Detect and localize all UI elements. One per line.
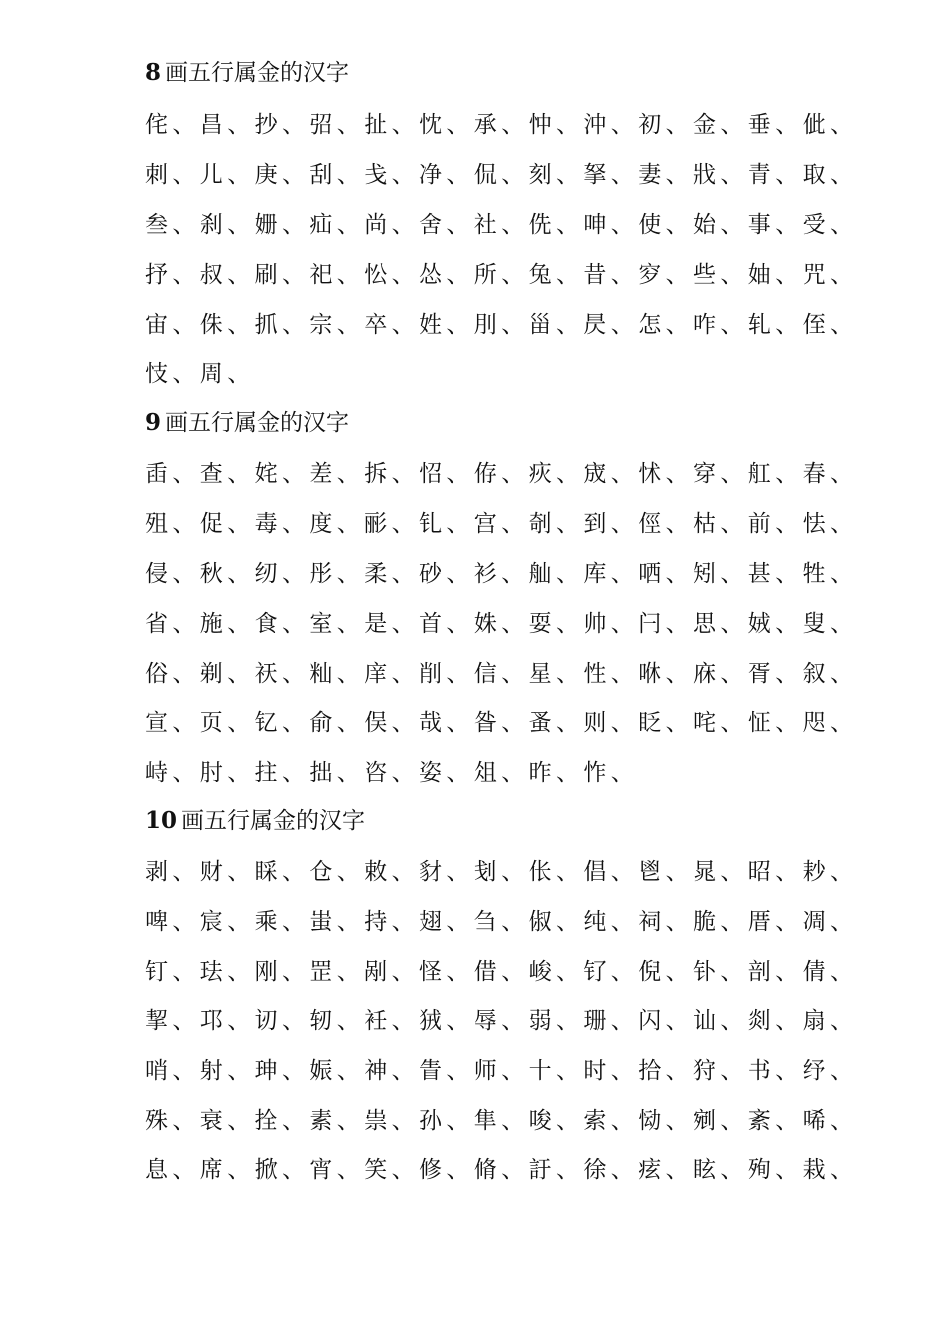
section-heading-9 xyxy=(145,408,349,438)
char-line: 叁、刹、姗、疝、尚、舍、社、侁、呻、使、始、事、受、 xyxy=(145,212,858,238)
section-heading-8 xyxy=(145,58,349,88)
char-line: 殊、衰、拴、素、祟、孙、隼、唆、索、恸、剜、紊、唏、 xyxy=(145,1108,858,1134)
char-line: 俗、剃、祆、籼、庠、削、信、星、性、咻、庥、胥、叙、 xyxy=(145,661,858,687)
char-line: 钉、珐、刚、罡、剐、怪、借、峻、钌、倪、钋、剖、倩、 xyxy=(145,959,858,985)
heading-title: 画五行属金的汉字 xyxy=(165,60,350,86)
section-heading-10 xyxy=(145,806,365,836)
char-line: 哨、射、珅、娠、神、眚、师、十、时、拾、狩、书、纾、 xyxy=(145,1058,858,1084)
char-line: 宙、侏、抓、宗、卒、姓、刖、甾、昃、怎、咋、轧、侄、 xyxy=(145,312,858,338)
char-line: 剥、财、睬、仓、敕、豺、刬、伥、倡、鬯、晁、昭、耖、 xyxy=(145,859,858,885)
char-line: 峙、肘、拄、拙、咨、姿、俎、昨、怍、 xyxy=(145,760,639,786)
char-line: 挈、邛、讱、轫、衽、狨、辱、弱、珊、闪、讪、剡、扇、 xyxy=(145,1008,858,1034)
stroke-count: 8 xyxy=(145,59,162,86)
heading-title: 画五行属金的汉字 xyxy=(181,808,366,834)
char-line: 宣、页、钇、俞、俣、哉、昝、蚤、则、眨、咤、怔、咫、 xyxy=(145,710,858,736)
char-line: 侵、秋、纫、彤、柔、砂、衫、舢、库、哂、矧、甚、牲、 xyxy=(145,561,858,587)
char-line: 侘、昌、抄、弨、扯、忱、承、忡、沖、初、金、垂、佌、 xyxy=(145,112,858,138)
char-line: 刺、儿、庚、刮、戋、净、侃、刻、拏、妻、戕、青、取、 xyxy=(145,162,858,188)
heading-title: 画五行属金的汉字 xyxy=(165,410,350,436)
stroke-count: 10 xyxy=(145,807,178,834)
stroke-count: 9 xyxy=(145,409,162,436)
char-line: 抒、叔、刷、祀、忪、怂、所、兔、昔、穸、些、妯、咒、 xyxy=(145,262,858,288)
char-line: 省、施、食、室、是、首、姝、耍、帅、闩、思、娀、叟、 xyxy=(145,611,858,637)
char-line: 忮、周、 xyxy=(145,361,255,387)
char-line: 息、席、掀、宵、笑、修、脩、訏、徐、痃、眩、殉、栽、 xyxy=(145,1157,858,1183)
char-line: 殂、促、毒、度、彨、钆、宫、剞、到、俓、枯、前、怯、 xyxy=(145,511,858,537)
char-line: 啤、宸、乘、蚩、持、翅、刍、俶、纯、祠、脆、厝、凋、 xyxy=(145,909,858,935)
char-line: 臿、查、姹、差、拆、怊、侟、疢、宬、怵、穿、舡、春、 xyxy=(145,461,858,487)
